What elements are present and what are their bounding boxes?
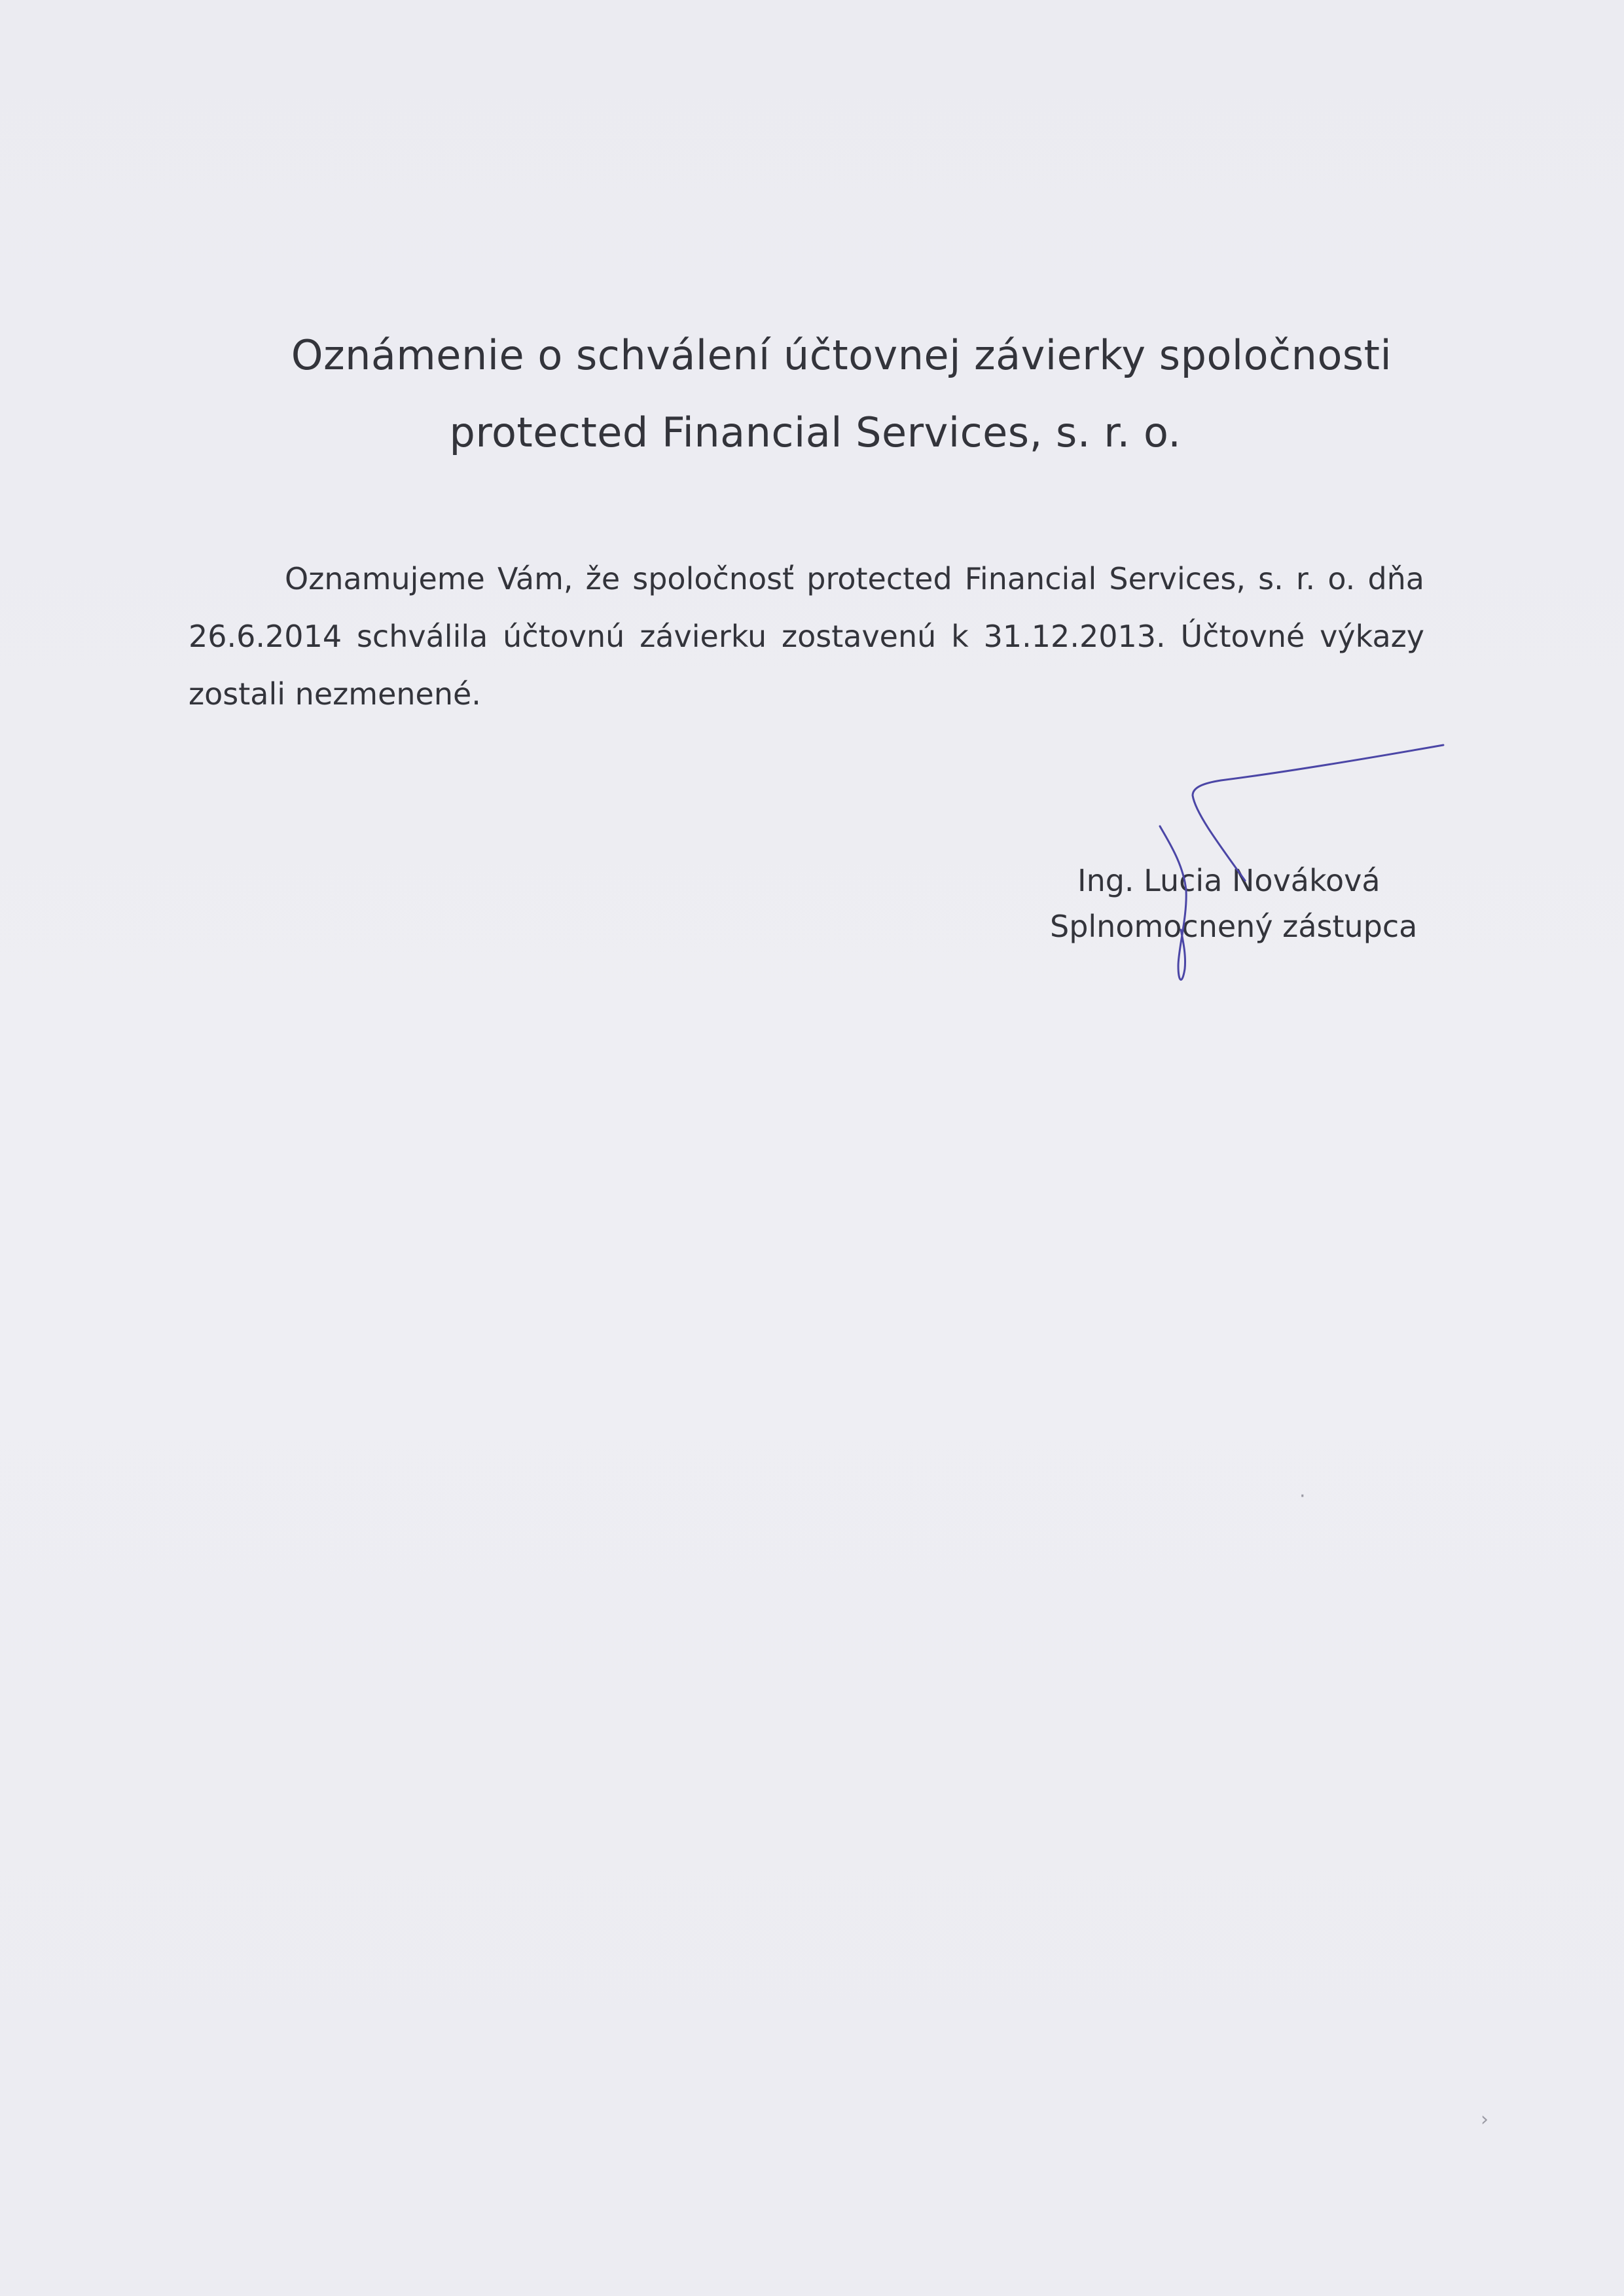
paragraph-line-1: Oznamujeme Vám, že spoločnosť protected Financial Services, s. r. o. dňa (285, 561, 1424, 596)
announcement-paragraph (189, 550, 1424, 723)
title-line-1: Oznámenie o schválení účtovnej závierky spoločnosti (291, 331, 1392, 379)
signature-block (1050, 858, 1508, 949)
paper-speck: · (1299, 1485, 1306, 1508)
signatory-role: Splnomocnený zástupca (1050, 909, 1418, 944)
signatory-name: Ing. Lucia Nováková (1077, 863, 1380, 898)
title-line-2: protected Financial Services, s. r. o. (449, 409, 1182, 456)
document-title (0, 317, 1624, 471)
paragraph-line-2: 26.6.2014 schválila účtovnú závierku zostavenú k 31.12.2013. Účtovné výkazy (189, 619, 1424, 654)
paper-speck: › (1481, 2108, 1489, 2131)
paragraph-line-3: zostali nezmenené. (189, 676, 481, 712)
